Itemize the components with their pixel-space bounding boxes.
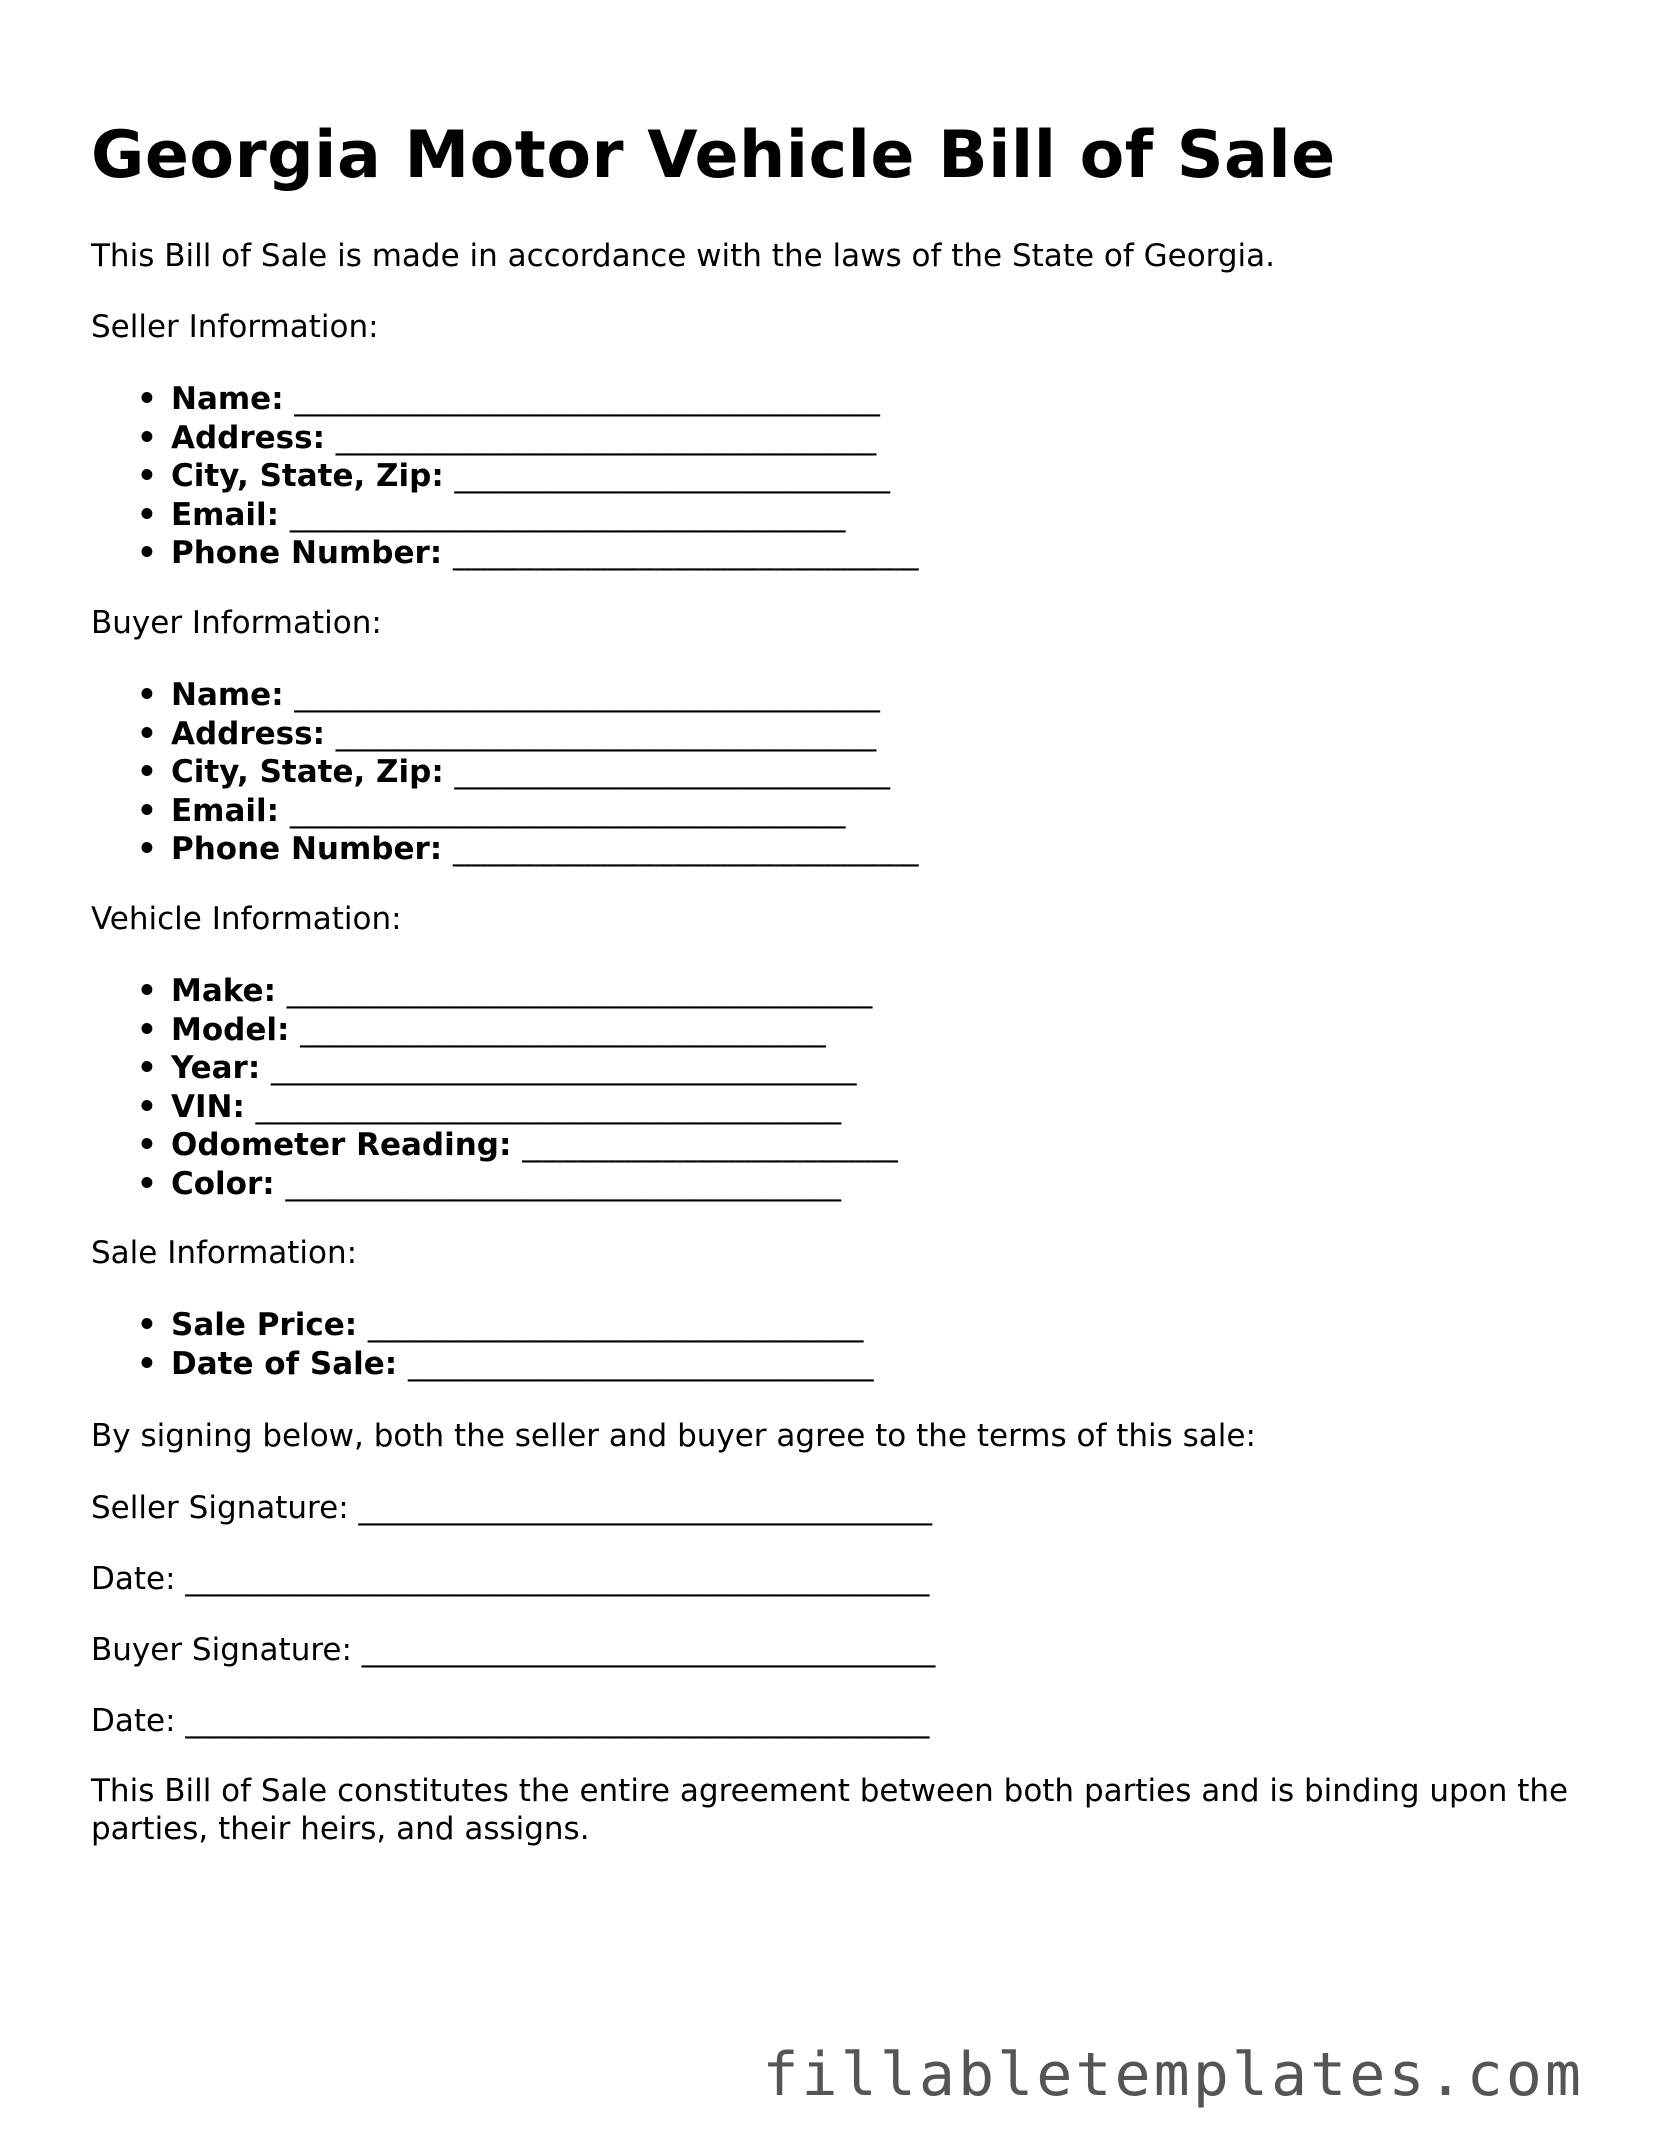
field-blank[interactable]: _______________________________: [453, 831, 918, 868]
seller-email-field[interactable]: • Email: _____________________________________: [137, 496, 845, 533]
field-blank[interactable]: _______________________________________: [286, 973, 872, 1009]
field-label: Sale Price:: [171, 1307, 358, 1343]
field-blank[interactable]: _____________________________________: [289, 496, 845, 533]
buyer-city-state-zip-field[interactable]: • City, State, Zip: _____________________________: [137, 754, 890, 791]
vehicle-model-field[interactable]: • Model: ___________________________________: [137, 1011, 826, 1048]
field-blank[interactable]: _______________________________: [407, 1345, 873, 1382]
field-label: Make:: [171, 973, 276, 1009]
agreement-paragraph: By signing below, both the seller and buyer agree to the terms of this sale:: [91, 1418, 1256, 1454]
buyer-signature-line[interactable]: Buyer Signature: _____________________________________: [91, 1632, 936, 1668]
intro-paragraph: This Bill of Sale is made in accordance with the laws of the State of Georgia.: [91, 238, 1276, 274]
buyer-section-heading: Buyer Information:: [91, 605, 382, 641]
buyer-name-field[interactable]: • Name: _______________________________________: [137, 677, 880, 713]
vehicle-color-field[interactable]: • Color: _____________________________________: [137, 1165, 841, 1202]
seller-date-line[interactable]: Date: ________________________________________________: [91, 1561, 930, 1597]
buyer-email-field[interactable]: • Email: _____________________________________: [137, 792, 845, 829]
vehicle-make-field[interactable]: • Make: _______________________________________: [137, 973, 872, 1009]
vehicle-odometer-field[interactable]: • Odometer Reading: _________________________: [137, 1127, 898, 1164]
field-label: Address:: [171, 715, 325, 752]
seller-signature-line[interactable]: Seller Signature: _____________________________________: [91, 1490, 932, 1526]
field-blank[interactable]: _________________________________: [367, 1307, 863, 1343]
seller-name-field[interactable]: • Name: _______________________________________: [137, 381, 880, 417]
field-blank[interactable]: _____________________________: [454, 458, 890, 495]
field-blank[interactable]: _______________________________________: [294, 677, 880, 713]
sale-fields-list: [91, 1306, 873, 1383]
field-blank[interactable]: ____________________________________: [335, 419, 876, 456]
buyer-address-field[interactable]: • Address: ____________________________________: [137, 715, 876, 752]
field-blank[interactable]: _____________________________________: [289, 792, 845, 829]
vehicle-vin-field[interactable]: • VIN: _______________________________________: [137, 1088, 841, 1125]
field-label: Name:: [171, 677, 284, 713]
field-blank[interactable]: _____________________________________: [285, 1165, 841, 1202]
vehicle-section-heading: Vehicle Information:: [91, 901, 402, 937]
field-label: City, State, Zip:: [171, 458, 444, 495]
field-label: City, State, Zip:: [171, 754, 444, 791]
buyer-date-line[interactable]: Date: ________________________________________________: [91, 1703, 930, 1739]
field-label: Model:: [171, 1011, 290, 1048]
field-blank[interactable]: _____________________________: [454, 754, 890, 791]
sale-date-field[interactable]: • Date of Sale: _______________________________: [137, 1345, 873, 1382]
field-label: Phone Number:: [171, 535, 443, 572]
field-blank[interactable]: _______________________________: [453, 535, 918, 572]
field-label: Address:: [171, 419, 325, 456]
field-blank[interactable]: _______________________________________: [294, 381, 880, 417]
sale-section-heading: Sale Information:: [91, 1235, 358, 1271]
buyer-fields-list: [91, 676, 918, 869]
field-label: Name:: [171, 381, 284, 417]
vehicle-year-field[interactable]: • Year: _______________________________________: [137, 1050, 857, 1087]
field-label: Odometer Reading:: [171, 1127, 512, 1164]
field-label: Date of Sale:: [171, 1345, 398, 1382]
field-blank[interactable]: ____________________________________: [335, 715, 876, 752]
field-label: Phone Number:: [171, 831, 443, 868]
field-label: Email:: [171, 496, 280, 533]
closing-paragraph: This Bill of Sale constitutes the entire agreement between both parties and is binding upon the parties, their heirs, and assigns.: [91, 1773, 1569, 1847]
field-blank[interactable]: _________________________: [522, 1127, 898, 1164]
field-label: VIN:: [171, 1088, 245, 1125]
watermark-logo: fillabletemplates.com: [762, 2040, 1584, 2110]
seller-section-heading: Seller Information:: [91, 309, 379, 345]
field-blank[interactable]: _______________________________________: [255, 1088, 841, 1125]
seller-city-state-zip-field[interactable]: • City, State, Zip: _____________________________: [137, 458, 890, 495]
vehicle-fields-list: [91, 972, 897, 1204]
field-label: Year:: [171, 1050, 261, 1087]
field-label: Email:: [171, 792, 280, 829]
seller-phone-field[interactable]: • Phone Number: _______________________________: [137, 535, 918, 572]
sale-price-field[interactable]: • Sale Price: _________________________________: [137, 1307, 863, 1343]
seller-address-field[interactable]: • Address: ____________________________________: [137, 419, 876, 456]
buyer-phone-field[interactable]: • Phone Number: _______________________________: [137, 831, 918, 868]
field-blank[interactable]: _______________________________________: [271, 1050, 857, 1087]
document-title: Georgia Motor Vehicle Bill of Sale: [91, 118, 1336, 193]
seller-fields-list: [91, 380, 918, 573]
field-blank[interactable]: ___________________________________: [300, 1011, 826, 1048]
field-label: Color:: [171, 1165, 275, 1202]
